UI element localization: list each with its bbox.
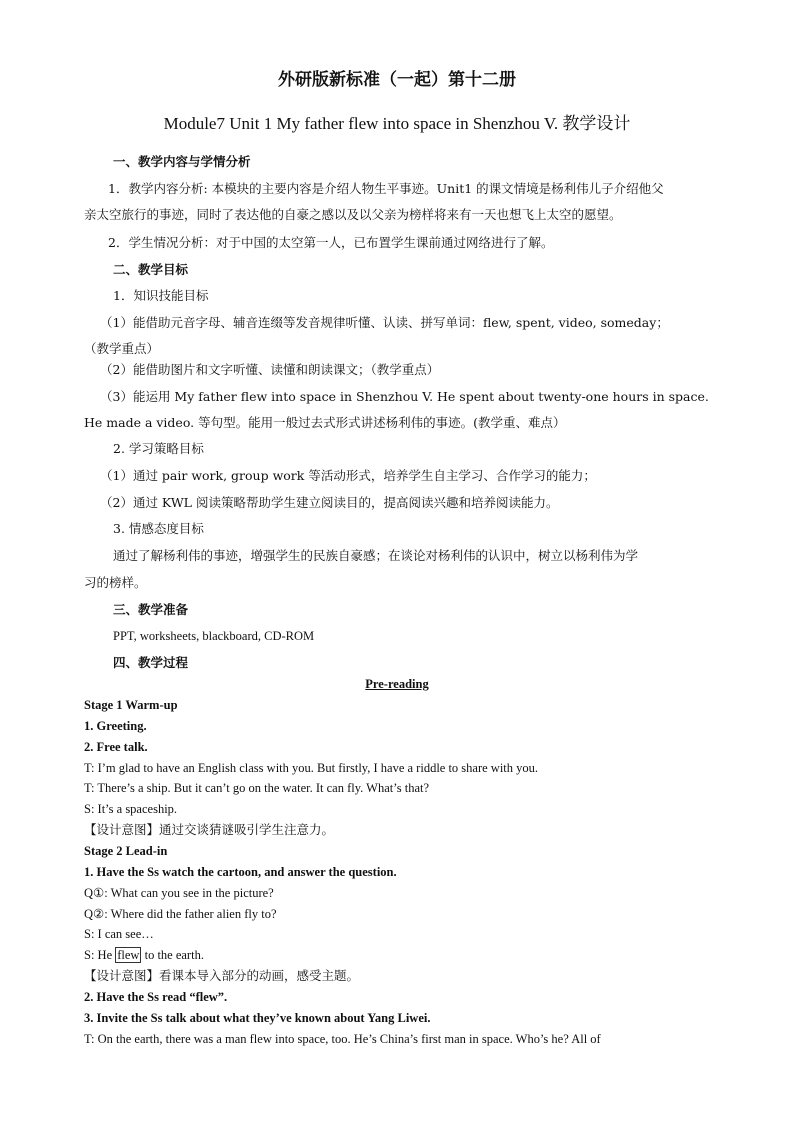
step-watch-cartoon: 1. Have the Ss watch the cartoon, and answer the question. xyxy=(84,865,397,879)
attitude-paragraph-line2: 习的榜样。 xyxy=(84,575,147,590)
objective-item-3-line1: （3）能运用 My father flew into space in Shenzhou V. He spent about twenty-one hours in space. xyxy=(100,389,709,404)
question-line: Q②: Where did the father alien fly to? xyxy=(84,907,277,921)
stage-heading-warm-up: Stage 1 Warm-up xyxy=(84,698,178,712)
phase-heading-pre-reading xyxy=(0,676,794,692)
highlighted-word-box: flew xyxy=(117,948,140,962)
answer-line: S: I can see… xyxy=(84,927,154,941)
step-talk-yang-liwei: 3. Invite the Ss talk about what they’ve known about Yang Liwei. xyxy=(84,1011,431,1025)
strategy-item-2: （2）通过 KWL 阅读策略帮助学生建立阅读目的，提高阅读兴趣和培养阅读能力。 xyxy=(100,495,559,510)
dialogue-line: T: On the earth, there was a man flew into space, too. He’s China’s first man in space. Who’s he? All of xyxy=(84,1032,601,1046)
dialogue-line: T: There’s a ship. But it can’t go on the water. It can fly. What’s that? xyxy=(84,781,430,795)
design-intent-note: 【设计意图】通过交谈猜谜吸引学生注意力。 xyxy=(84,822,335,837)
step-greeting: 1. Greeting. xyxy=(84,719,147,733)
step-free-talk: 2. Free talk. xyxy=(84,740,148,754)
paragraph-content-analysis-line2: 亲太空旅行的事迹，同时了表达他的自豪之感以及以父亲为榜样将来有一天也想飞上太空的愿望。 xyxy=(84,207,622,222)
document-subtitle: Module7 Unit 1 My father flew into space in Shenzhou V. 教学设计 xyxy=(163,114,631,133)
step-read-flew: 2. Have the Ss read “flew”. xyxy=(84,990,228,1004)
stage-heading-lead-in: Stage 2 Lead-in xyxy=(84,844,168,858)
paragraph-student-analysis: 2．学生情况分析：对于中国的太空第一人，已布置学生课前通过网络进行了解。 xyxy=(108,235,554,250)
answer-line xyxy=(84,947,204,963)
section-heading-process: 四、教学过程 xyxy=(113,655,189,670)
objective-item-1-line2: （教学重点） xyxy=(84,341,160,356)
section-heading-content-analysis: 一、教学内容与学情分析 xyxy=(113,154,251,169)
objective-item-2: （2）能借助图片和文字听懂、读懂和朗读课文；（教学重点） xyxy=(100,362,440,377)
attitude-paragraph-line1: 通过了解杨利伟的事迹，增强学生的民族自豪感；在谈论对杨利伟的认识中，树立以杨利伟为学 xyxy=(113,548,639,563)
design-intent-note: 【设计意图】看课本导入部分的动画，感受主题。 xyxy=(84,968,360,983)
objective-item-3-line2: He made a video. 等句型。能用一般过去式形式讲述杨利伟的事迹。(教学重、难点） xyxy=(84,415,566,430)
answer-text: to the earth. xyxy=(141,948,204,962)
dialogue-line: S: It’s a spaceship. xyxy=(84,802,178,816)
question-line: Q①: What can you see in the picture? xyxy=(84,886,274,900)
phase-label: Pre-reading xyxy=(365,677,429,691)
subheading-emotional-attitude: 3. 情感态度目标 xyxy=(113,521,204,536)
dialogue-line: T: I’m glad to have an English class with you. But firstly, I have a riddle to share with you. xyxy=(84,761,539,775)
strategy-item-1: （1）通过 pair work, group work 等活动形式，培养学生自主学习、合作学习的能力； xyxy=(100,468,596,483)
document-title: 外研版新标准（一起）第十二册 xyxy=(278,70,516,90)
paragraph-content-analysis-line1: 1．教学内容分析: 本模块的主要内容是介绍人物生平事迹。Unit1 的课文情境是杨利伟儿子介绍他父 xyxy=(108,181,664,196)
section-heading-objectives: 二、教学目标 xyxy=(113,262,189,277)
section-heading-preparation: 三、教学准备 xyxy=(113,602,189,617)
subheading-learning-strategies: 2. 学习策略目标 xyxy=(113,441,204,456)
subheading-knowledge-skills: 1．知识技能目标 xyxy=(113,288,209,303)
answer-text: S: He xyxy=(84,948,116,962)
objective-item-1-line1: （1）能借助元音字母、辅音连缀等发音规律听懂、认读、拼写单词：flew, spent, video, someday； xyxy=(100,315,669,330)
preparation-materials: PPT, worksheets, blackboard, CD-ROM xyxy=(113,629,315,643)
